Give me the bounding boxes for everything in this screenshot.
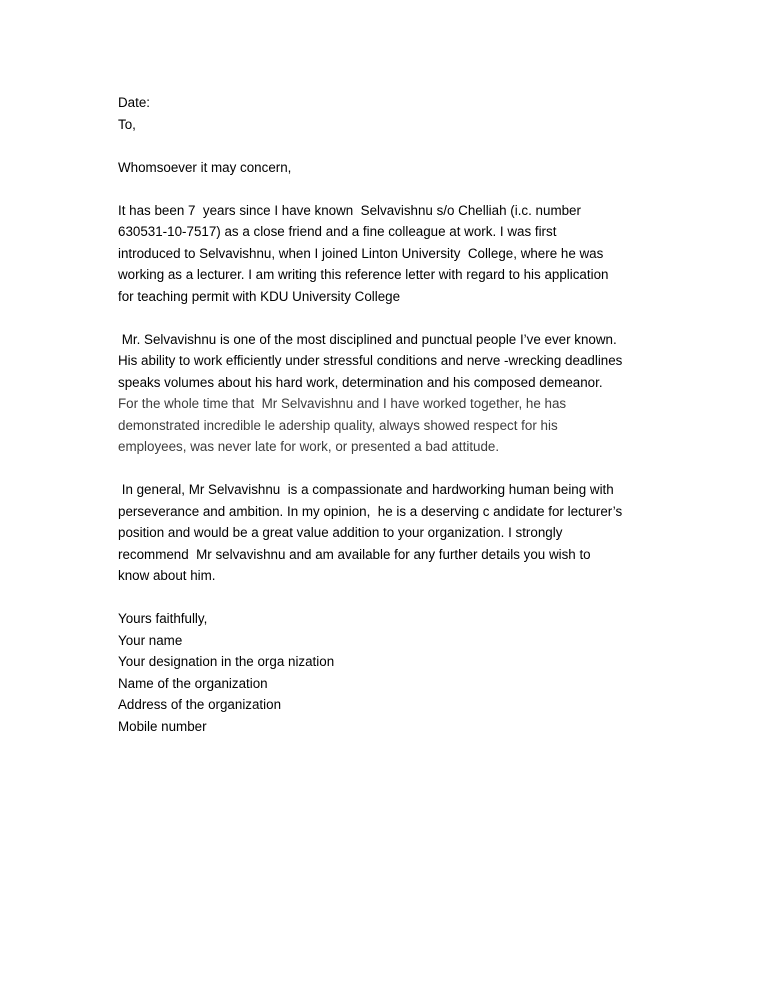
signer-address: Address of the organization xyxy=(118,697,282,712)
paragraph-line: for teaching permit with KDU University College xyxy=(118,288,401,304)
paragraph-line: introduced to Selvavishnu, when I joined Linton University College, where he was xyxy=(118,245,604,261)
paragraph-introduction xyxy=(118,200,658,308)
spacer xyxy=(118,458,658,480)
spacer xyxy=(118,307,658,329)
salutation: Whomsoever it may concern, xyxy=(118,159,292,175)
paragraph-line: His ability to work efficiently under stressful conditions and nerve -wrecking deadlines xyxy=(118,353,623,368)
signer-name: Your name xyxy=(118,632,183,648)
date-label: Date: xyxy=(118,95,151,110)
spacer xyxy=(118,587,658,609)
signature-block xyxy=(118,608,658,737)
spacer xyxy=(118,178,658,200)
paragraph-line: speaks volumes about his hard work, determination and his composed demeanor. xyxy=(118,374,603,390)
paragraph-line-muted: employees, was never late for work, or presented a bad attitude. xyxy=(118,439,500,454)
paragraph-line: know about him. xyxy=(118,568,216,583)
signer-designation: Your designation in the orga nization xyxy=(118,654,335,669)
signer-organization: Name of the organization xyxy=(118,675,268,691)
paragraph-line: position and would be a great value addition to your organization. I strongly xyxy=(118,525,563,540)
paragraph-line: working as a lecturer. I am writing this reference letter with regard to his application xyxy=(118,267,609,282)
paragraph-line: perseverance and ambition. In my opinion, he is a deserving c andidate for lecturer’s xyxy=(118,503,623,519)
reference-letter xyxy=(118,92,658,737)
paragraph-line: In general, Mr Selvavishnu is a compassionate and hardworking human being with xyxy=(118,482,614,497)
paragraph-line: recommend Mr selvavishnu and am available for any further details you wish to xyxy=(118,546,591,562)
spacer xyxy=(118,135,658,157)
paragraph-line-muted: demonstrated incredible le adership quality, always showed respect for his xyxy=(118,417,558,433)
paragraph-line-muted: For the whole time that Mr Selvavishnu and I have worked together, he has xyxy=(118,396,567,411)
paragraph-line: Mr. Selvavishnu is one of the most disciplined and punctual people I’ve ever known. xyxy=(118,331,617,347)
paragraph-line: It has been 7 years since I have known Selvavishnu s/o Chelliah (i.c. number xyxy=(118,202,581,218)
paragraph-qualities xyxy=(118,329,658,458)
paragraph-line: 630531-10-7517) as a close friend and a fine colleague at work. I was first xyxy=(118,224,557,239)
to-label: To, xyxy=(118,116,136,132)
paragraph-recommendation xyxy=(118,479,658,587)
signer-mobile: Mobile number xyxy=(118,718,207,734)
closing: Yours faithfully, xyxy=(118,611,208,626)
